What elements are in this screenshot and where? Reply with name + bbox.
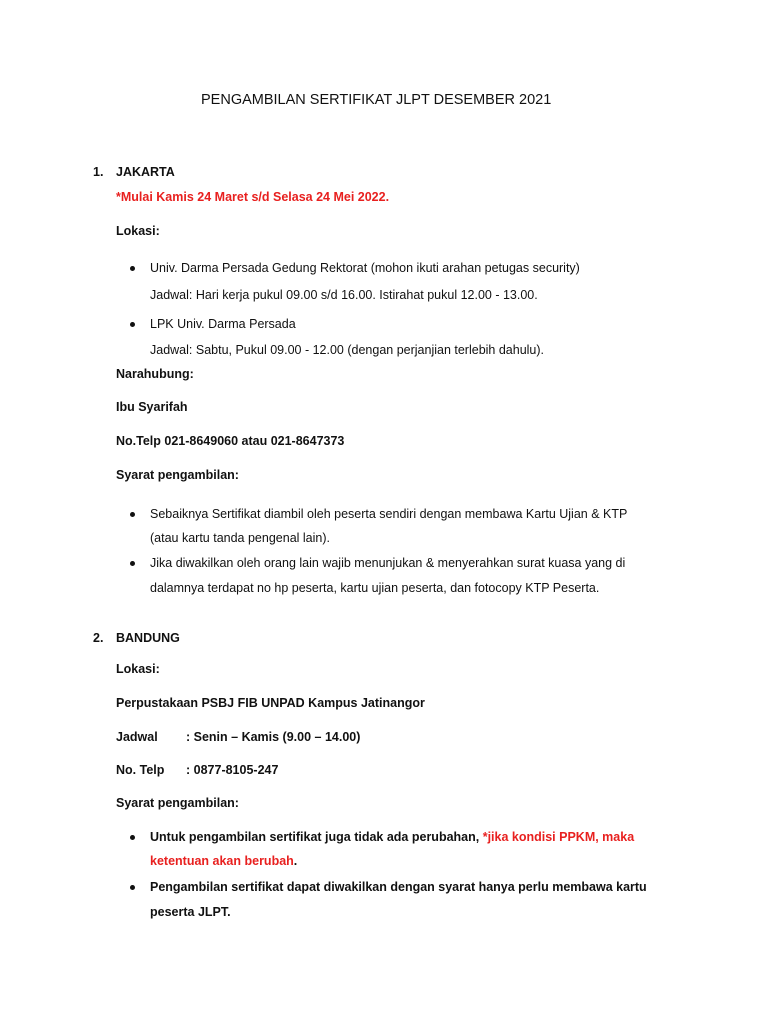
ppkm-warning-text: *jika kondisi PPKM, maka <box>482 830 635 844</box>
section-number-jakarta: 1. <box>93 165 104 179</box>
bandung-location: Perpustakaan PSBJ FIB UNPAD Kampus Jatinangor <box>116 696 425 710</box>
bandung-syarat-1-end: . <box>293 854 298 868</box>
section-number-bandung: 2. <box>93 631 104 645</box>
section-heading-bandung: BANDUNG <box>116 631 180 645</box>
jakarta-syarat-label: Syarat pengambilan: <box>116 468 239 482</box>
jakarta-contact-label: Narahubung: <box>116 367 194 381</box>
bandung-syarat-1-line-2 <box>150 853 297 869</box>
bandung-telp-value: : 0877-8105-247 <box>186 763 279 777</box>
bandung-syarat-1-text: Untuk pengambilan sertifikat juga tidak ada perubahan, <box>150 830 483 844</box>
jakarta-location-1-schedule: Jadwal: Hari kerja pukul 09.00 s/d 16.00. Istirahat pukul 12.00 - 13.00. <box>150 288 538 302</box>
section-heading-jakarta: JAKARTA <box>116 165 175 179</box>
bandung-syarat-2-line-1: Pengambilan sertifikat dapat diwakilkan dengan syarat hanya perlu membawa kartu <box>150 880 647 894</box>
jakarta-syarat-2-line-2: dalamnya terdapat no hp peserta, kartu ujian peserta, dan fotocopy KTP Peserta. <box>150 581 600 595</box>
jakarta-syarat-1-line-1: Sebaiknya Sertifikat diambil oleh peserta sendiri dengan membawa Kartu Ujian & KTP <box>150 507 628 521</box>
bullet-icon <box>130 885 135 890</box>
jakarta-syarat-1-line-2: (atau kartu tanda pengenal lain). <box>150 531 330 545</box>
bullet-icon <box>130 561 135 566</box>
bullet-icon <box>130 835 135 840</box>
jakarta-syarat-2-line-1: Jika diwakilkan oleh orang lain wajib menunjukan & menyerahkan surat kuasa yang di <box>150 556 626 570</box>
bandung-lokasi-label: Lokasi: <box>116 662 160 676</box>
bandung-syarat-2-line-2: peserta JLPT. <box>150 905 231 919</box>
bandung-jadwal-label: Jadwal <box>116 730 158 744</box>
jakarta-contact-name: Ibu Syarifah <box>116 400 188 414</box>
jakarta-location-2-name: LPK Univ. Darma Persada <box>150 317 296 331</box>
bullet-icon <box>130 322 135 327</box>
bullet-icon <box>130 512 135 517</box>
jakarta-notice: *Mulai Kamis 24 Maret s/d Selasa 24 Mei 2022. <box>116 190 390 204</box>
ppkm-warning-text-cont: ketentuan akan berubah <box>150 854 294 868</box>
page-title: PENGAMBILAN SERTIFIKAT JLPT DESEMBER 2021 <box>201 92 552 108</box>
bandung-telp-label: No. Telp <box>116 763 165 777</box>
bandung-jadwal-value: : Senin – Kamis (9.00 – 14.00) <box>186 730 361 744</box>
bullet-icon <box>130 266 135 271</box>
jakarta-lokasi-label: Lokasi: <box>116 224 160 238</box>
jakarta-contact-phone: No.Telp 021-8649060 atau 021-8647373 <box>116 434 345 448</box>
bandung-syarat-1-line-1 <box>150 829 634 845</box>
jakarta-location-1-name: Univ. Darma Persada Gedung Rektorat (mohon ikuti arahan petugas security) <box>150 261 580 275</box>
jakarta-location-2-schedule: Jadwal: Sabtu, Pukul 09.00 - 12.00 (dengan perjanjian terlebih dahulu). <box>150 343 545 357</box>
bandung-syarat-label: Syarat pengambilan: <box>116 796 239 810</box>
